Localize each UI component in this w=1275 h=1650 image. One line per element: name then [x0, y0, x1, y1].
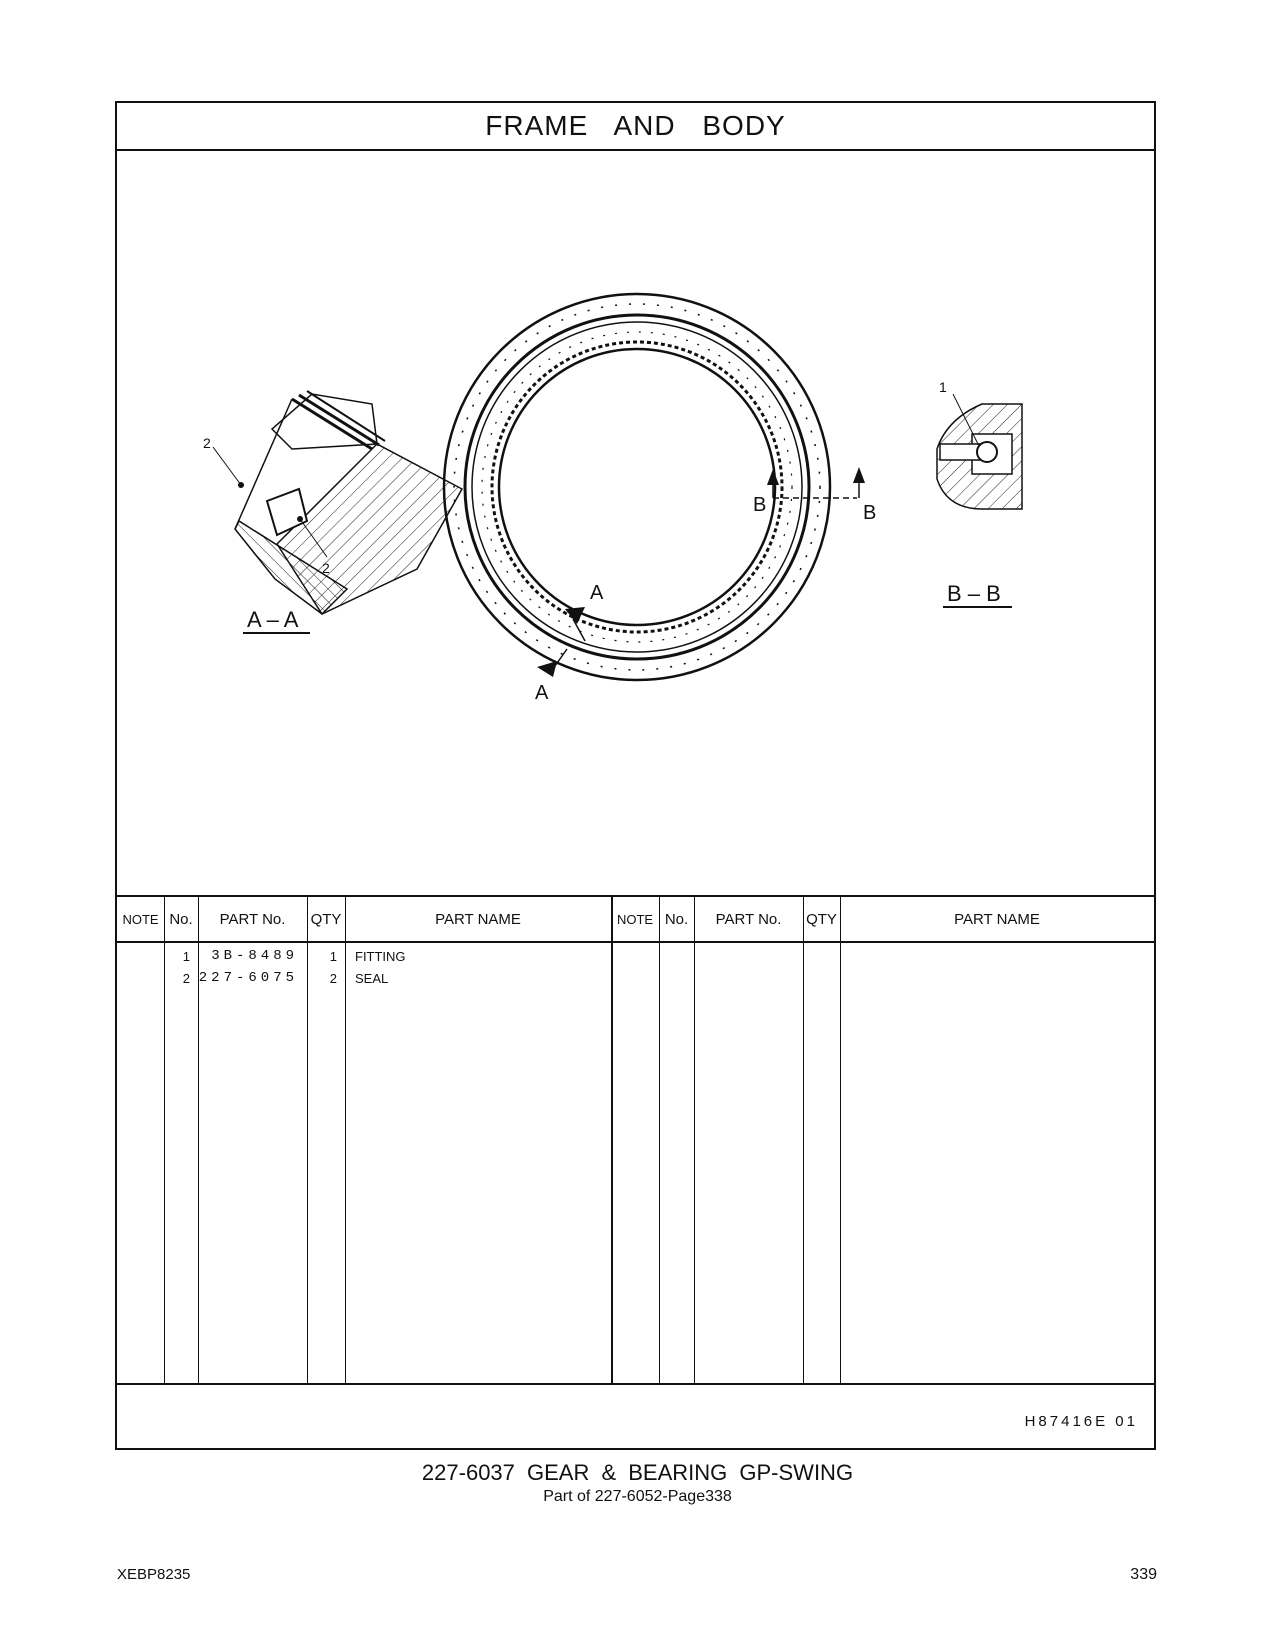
drawing-code: H87416E 01 [1024, 1413, 1138, 1430]
header-note-right: NOTE [616, 911, 654, 927]
header-part-no: PART No. [219, 910, 286, 928]
section-a-marker-top: A [590, 582, 604, 604]
header-no: No. [169, 910, 193, 928]
row-no: 2 [182, 971, 190, 986]
callout-1: 1 [939, 379, 947, 395]
parts-page-frame [115, 101, 1156, 1450]
callout-2-lower: 2 [322, 560, 330, 576]
callout-2-upper: 2 [203, 435, 211, 451]
section-aa-detail [203, 391, 462, 633]
exploded-illustration [117, 149, 1154, 895]
view-bb-label: B – B [947, 581, 1001, 606]
section-b-marker-right: B [863, 502, 877, 524]
section-b-marker-left: B [753, 494, 767, 516]
header-part-no-right: PART No. [715, 910, 782, 928]
view-aa-label: A – A [247, 607, 299, 632]
swing-bearing-ring [444, 294, 876, 704]
header-no-right: No. [664, 910, 689, 928]
header-qty-right: QTY [806, 910, 837, 928]
page-number: 339 [1130, 1566, 1157, 1583]
section-title: FRAME AND BODY [117, 103, 1154, 151]
header-part-name-right: PART NAME [954, 910, 1040, 928]
row-part-no: 227-6075 [198, 970, 298, 986]
assembly-subtitle: Part of 227-6052-Page338 [543, 1488, 732, 1505]
drawing-footer [117, 1381, 1154, 1448]
row-part-no: 3B-8489 [211, 948, 298, 964]
parts-table [117, 895, 1154, 1385]
document-id: XEBP8235 [117, 1566, 191, 1583]
header-note: NOTE [122, 911, 159, 927]
row-qty: 2 [329, 971, 337, 986]
assembly-title: 227-6037 GEAR & BEARING GP-SWING [421, 1460, 854, 1485]
illustration-svg [117, 149, 1154, 895]
section-a-marker-bottom: A [535, 682, 549, 704]
row-part-name: SEAL [355, 971, 389, 986]
row-no: 1 [182, 949, 190, 964]
header-qty: QTY [310, 910, 342, 928]
row-part-name: FITTING [355, 949, 406, 964]
section-bb-detail [937, 379, 1022, 607]
header-part-name: PART NAME [435, 910, 521, 928]
row-qty: 1 [329, 949, 337, 964]
